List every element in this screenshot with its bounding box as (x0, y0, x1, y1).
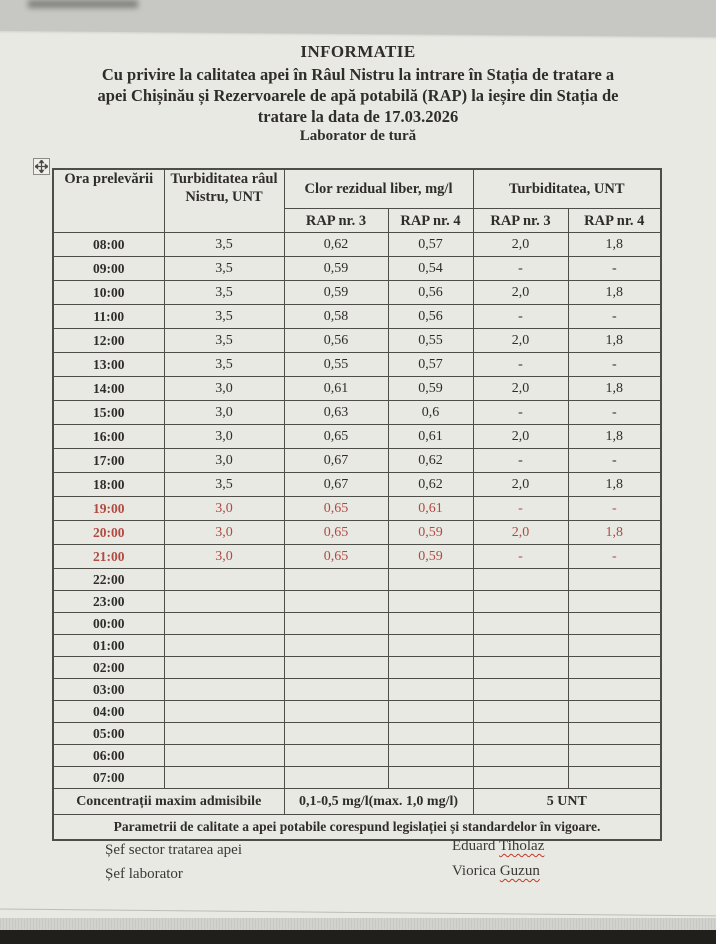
value-cell: 0,57 (388, 233, 473, 257)
value-cell: 1,8 (568, 425, 661, 449)
value-cell: 0,58 (284, 305, 388, 329)
value-cell: - (473, 545, 568, 569)
table-row (53, 257, 661, 281)
time-cell: 09:00 (53, 257, 164, 281)
value-cell (473, 657, 568, 679)
value-cell: - (473, 305, 568, 329)
value-cell: 0,59 (388, 377, 473, 401)
value-cell: 3,5 (164, 353, 284, 377)
signature-names (452, 838, 544, 880)
header-clor-rap3: RAP nr. 3 (284, 209, 388, 233)
header-turb-rap4: RAP nr. 4 (568, 209, 661, 233)
value-cell: 1,8 (568, 233, 661, 257)
table-move-handle-icon[interactable] (33, 158, 50, 175)
time-cell: 13:00 (53, 353, 164, 377)
value-cell (568, 591, 661, 613)
value-cell (388, 657, 473, 679)
table-row (53, 353, 661, 377)
value-cell: 0,65 (284, 425, 388, 449)
value-cell: 2,0 (473, 281, 568, 305)
value-cell (388, 569, 473, 591)
value-cell: 3,0 (164, 521, 284, 545)
value-cell: 1,8 (568, 521, 661, 545)
table-row (53, 745, 661, 767)
header-clor-rap4: RAP nr. 4 (388, 209, 473, 233)
value-cell: 2,0 (473, 473, 568, 497)
value-cell: - (568, 449, 661, 473)
page-title: INFORMATIE (300, 42, 416, 61)
value-cell: - (568, 257, 661, 281)
value-cell (284, 723, 388, 745)
value-cell (388, 613, 473, 635)
value-cell: 3,5 (164, 329, 284, 353)
value-cell: - (473, 449, 568, 473)
table-row (53, 635, 661, 657)
time-cell: 19:00 (53, 497, 164, 521)
value-cell: 3,0 (164, 449, 284, 473)
role-sector-chief: Șef sector tratarea apei (105, 842, 242, 858)
value-cell (473, 635, 568, 657)
value-cell (388, 635, 473, 657)
value-cell: 0,59 (284, 281, 388, 305)
value-cell: 3,5 (164, 305, 284, 329)
value-cell: 0,55 (388, 329, 473, 353)
value-cell (473, 723, 568, 745)
value-cell: 0,59 (388, 545, 473, 569)
time-cell: 14:00 (53, 377, 164, 401)
value-cell (568, 723, 661, 745)
header-group-turbidity: Turbiditatea, UNT (473, 169, 661, 209)
time-cell: 11:00 (53, 305, 164, 329)
value-cell (388, 767, 473, 789)
value-cell (568, 767, 661, 789)
value-cell (284, 701, 388, 723)
limits-label: Concentrații maxim admisibile (53, 789, 284, 815)
table-row (53, 679, 661, 701)
value-cell: 0,63 (284, 401, 388, 425)
value-cell: 0,56 (388, 305, 473, 329)
value-cell (568, 701, 661, 723)
value-cell: 0,56 (388, 281, 473, 305)
value-cell (284, 591, 388, 613)
value-cell (473, 569, 568, 591)
table-row (53, 613, 661, 635)
table-row (53, 377, 661, 401)
first-name: Viorica (452, 863, 497, 879)
value-cell (164, 591, 284, 613)
value-cell: 1,8 (568, 473, 661, 497)
header-turb-rap3: RAP nr. 3 (473, 209, 568, 233)
first-name: Eduard (452, 838, 496, 854)
table-row (53, 591, 661, 613)
value-cell: 3,0 (164, 377, 284, 401)
value-cell (568, 679, 661, 701)
value-cell (388, 745, 473, 767)
value-cell: 0,59 (284, 257, 388, 281)
value-cell (164, 723, 284, 745)
value-cell: 0,6 (388, 401, 473, 425)
table-row (53, 449, 661, 473)
value-cell (568, 613, 661, 635)
time-cell: 05:00 (53, 723, 164, 745)
time-cell: 20:00 (53, 521, 164, 545)
name-lab-chief (452, 863, 544, 880)
table-row (53, 569, 661, 591)
value-cell: 3,0 (164, 401, 284, 425)
value-cell: 0,65 (284, 497, 388, 521)
value-cell (388, 723, 473, 745)
name-sector-chief (452, 838, 544, 855)
subtitle-line-3: tratare la data de 17.03.2026 (257, 107, 459, 126)
value-cell (164, 701, 284, 723)
time-cell: 04:00 (53, 701, 164, 723)
document-header (0, 42, 716, 145)
value-cell: - (568, 305, 661, 329)
time-cell: 21:00 (53, 545, 164, 569)
value-cell: - (473, 401, 568, 425)
table-row (53, 521, 661, 545)
time-cell: 06:00 (53, 745, 164, 767)
value-cell: 0,62 (388, 473, 473, 497)
time-cell: 02:00 (53, 657, 164, 679)
value-cell: - (568, 497, 661, 521)
bottom-dark-strip (0, 930, 716, 944)
water-quality-table (52, 168, 662, 841)
value-cell: 0,57 (388, 353, 473, 377)
value-cell: 0,61 (284, 377, 388, 401)
time-cell: 15:00 (53, 401, 164, 425)
table-row (53, 497, 661, 521)
value-cell: 1,8 (568, 281, 661, 305)
value-cell (473, 679, 568, 701)
role-lab-chief: Șef laborator (105, 866, 183, 882)
time-cell: 12:00 (53, 329, 164, 353)
subtitle-line-1: Cu privire la calitatea apei în Râul Nistru la intrare în Stația de tratare a (101, 65, 615, 84)
last-name-spellcheck: Tiholaz (499, 838, 545, 854)
value-cell: - (568, 353, 661, 377)
value-cell (284, 657, 388, 679)
time-cell: 18:00 (53, 473, 164, 497)
last-name-spellcheck: Guzun (499, 863, 540, 879)
value-cell: 3,0 (164, 425, 284, 449)
time-cell: 17:00 (53, 449, 164, 473)
time-cell: 22:00 (53, 569, 164, 591)
value-cell: 3,5 (164, 257, 284, 281)
table-row (53, 281, 661, 305)
signature-roles (105, 838, 242, 886)
value-cell: 0,62 (388, 449, 473, 473)
move-cross-icon (35, 160, 48, 173)
time-cell: 07:00 (53, 767, 164, 789)
value-cell: - (473, 497, 568, 521)
subtitle-line-2: apei Chișinău și Rezervoarele de apă potabilă (RAP) la ieșire din Stația de (97, 86, 619, 105)
value-cell: 0,65 (284, 545, 388, 569)
value-cell (388, 701, 473, 723)
value-cell: 0,67 (284, 449, 388, 473)
header-group-chlorine: Clor rezidual liber, mg/l (284, 169, 473, 209)
value-cell: 1,8 (568, 377, 661, 401)
value-cell (284, 679, 388, 701)
table-row (53, 401, 661, 425)
time-cell: 08:00 (53, 233, 164, 257)
table-row (53, 473, 661, 497)
value-cell (568, 569, 661, 591)
value-cell (284, 635, 388, 657)
value-cell: 0,59 (388, 521, 473, 545)
value-cell: 2,0 (473, 233, 568, 257)
value-cell (164, 745, 284, 767)
table-row (53, 657, 661, 679)
table-footer (53, 789, 661, 841)
value-cell: 3,0 (164, 545, 284, 569)
time-cell: 00:00 (53, 613, 164, 635)
value-cell: 0,56 (284, 329, 388, 353)
value-cell: 0,55 (284, 353, 388, 377)
value-cell (473, 745, 568, 767)
time-cell: 16:00 (53, 425, 164, 449)
value-cell: 3,0 (164, 497, 284, 521)
value-cell (473, 591, 568, 613)
table-row (53, 305, 661, 329)
value-cell: - (568, 545, 661, 569)
value-cell (473, 767, 568, 789)
table-row (53, 425, 661, 449)
value-cell: 0,62 (284, 233, 388, 257)
time-cell: 23:00 (53, 591, 164, 613)
top-edge-artifact (28, 0, 138, 8)
value-cell: 2,0 (473, 377, 568, 401)
value-cell (164, 569, 284, 591)
value-cell (568, 657, 661, 679)
value-cell (388, 591, 473, 613)
value-cell (164, 635, 284, 657)
table-row (53, 701, 661, 723)
value-cell: 2,0 (473, 521, 568, 545)
value-cell: - (473, 353, 568, 377)
value-cell: 0,54 (388, 257, 473, 281)
table-header (53, 169, 661, 233)
value-cell: 3,5 (164, 473, 284, 497)
value-cell: 0,61 (388, 497, 473, 521)
value-cell: 2,0 (473, 425, 568, 449)
value-cell: 0,61 (388, 425, 473, 449)
lab-shift-line: Laborator de tură (299, 128, 417, 144)
value-cell (388, 679, 473, 701)
value-cell: 0,65 (284, 521, 388, 545)
header-nistru-turbidity: Turbiditatea râul Nistru, UNT (164, 169, 284, 233)
time-cell: 03:00 (53, 679, 164, 701)
value-cell (164, 767, 284, 789)
limits-chlorine-value: 0,1-0,5 mg/l(max. 1,0 mg/l) (284, 789, 473, 815)
value-cell (473, 701, 568, 723)
table-body (53, 233, 661, 789)
value-cell: 1,8 (568, 329, 661, 353)
header-time: Ora prelevării (53, 169, 164, 233)
value-cell (473, 613, 568, 635)
table-row (53, 329, 661, 353)
limits-turbidity-value: 5 UNT (473, 789, 661, 815)
value-cell: 2,0 (473, 329, 568, 353)
value-cell (284, 745, 388, 767)
table-row (53, 233, 661, 257)
compliance-note: Parametrii de calitate a apei potabile corespund legislației și standardelor în vigoare. (53, 815, 661, 841)
value-cell: 0,67 (284, 473, 388, 497)
time-cell: 01:00 (53, 635, 164, 657)
value-cell (284, 767, 388, 789)
value-cell (284, 569, 388, 591)
value-cell (568, 745, 661, 767)
value-cell: 3,5 (164, 233, 284, 257)
value-cell (284, 613, 388, 635)
value-cell (164, 679, 284, 701)
value-cell: 3,5 (164, 281, 284, 305)
value-cell (164, 657, 284, 679)
table-row (53, 767, 661, 789)
value-cell (568, 635, 661, 657)
table-row (53, 545, 661, 569)
value-cell (164, 613, 284, 635)
value-cell: - (473, 257, 568, 281)
value-cell: - (568, 401, 661, 425)
time-cell: 10:00 (53, 281, 164, 305)
table-row (53, 723, 661, 745)
